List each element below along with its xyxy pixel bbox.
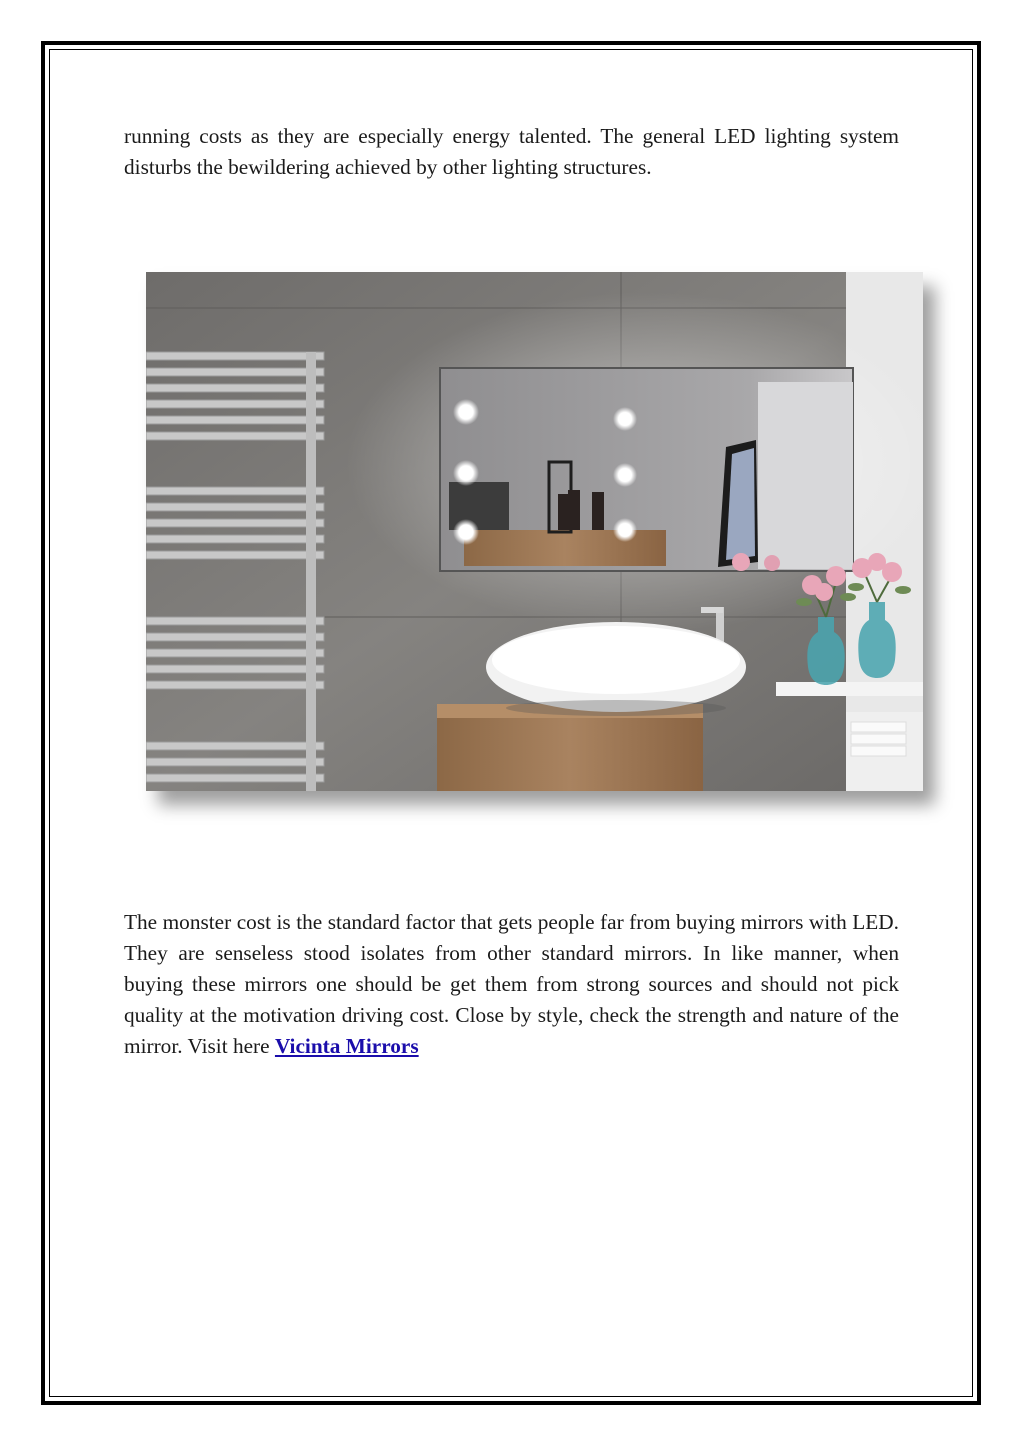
vicinta-mirrors-link[interactable]: Vicinta Mirrors bbox=[274, 1034, 419, 1058]
paragraph-1: running costs as they are especially energy talented. The general LED lighting system disturbs the bewildering achieved by other lighting structures. bbox=[124, 124, 899, 179]
led-mirror-photo bbox=[146, 272, 923, 791]
paragraph-2 bbox=[124, 907, 899, 1062]
paragraph-2-text: The monster cost is the standard factor that gets people far from buying mirrors with LED. They are senseless stood isolates from other standard mirrors. In like manner, when buying these mirrors one should be get them from strong sources and should not pick quality at the motivation driving cost. Close by style, check the strength and nature of the mirror. Visit here bbox=[124, 910, 899, 1058]
